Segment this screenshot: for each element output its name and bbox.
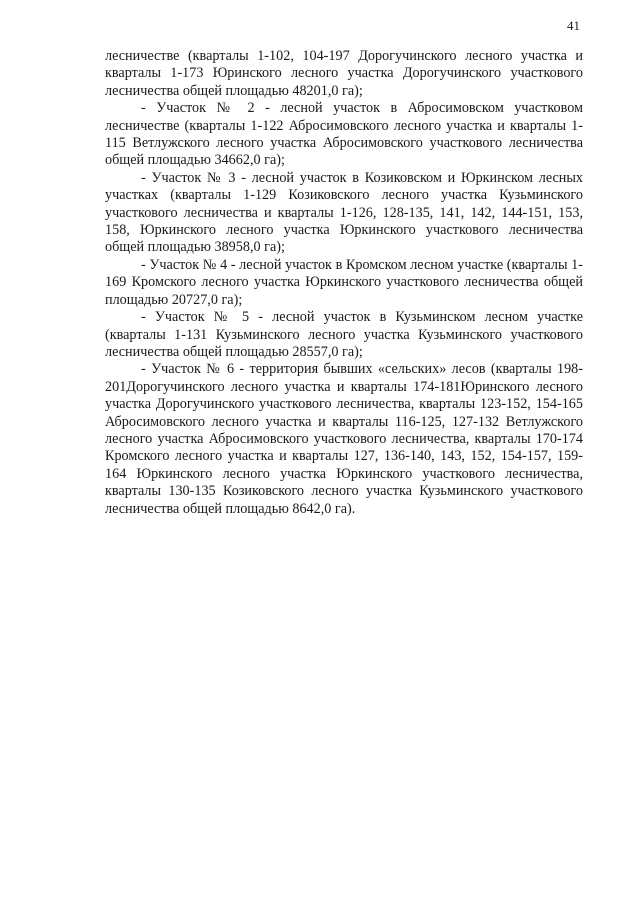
paragraph-plot-2: - Участок № 2 - лесной участок в Абросимовском участковом лесничестве (кварталы 1-122 Абросимовского лесного участка и кварталы 1-115 Ветлужского лесного участка Абросимовского участкового лесничества общей площадью 34662,0 га); xyxy=(105,100,583,169)
document-body xyxy=(105,48,583,518)
page-number: 41 xyxy=(567,18,580,33)
paragraph-plot-5: - Участок № 5 - лесной участок в Кузьминском лесном участке (кварталы 1-131 Кузьминского лесного участка Кузьминского участкового лесничества общей площадью 28557,0 га); xyxy=(105,309,583,360)
paragraph-plot-3: - Участок № 3 - лесной участок в Козиковском и Юркинском лесных участках (кварталы 1-129 Козиковского лесного участка Кузьминского участкового лесничества и кварталы 1-126, 128-135, 141, 142, 144-151, 153, 158, Юркинского лесного участка Юркинского участкового лесничества общей площадью 38958,0 га); xyxy=(105,169,583,256)
paragraph-continuation: лесничестве (кварталы 1-102, 104-197 Дорогучинского лесного участка и кварталы 1-173 Юринского лесного участка Дорогучинского участкового лесничества общей площадью 48201,0 га); xyxy=(105,48,583,99)
paragraph-plot-6: - Участок № 6 - территория бывших «сельских» лесов (кварталы 198-201Дорогучинского лесного участка и кварталы 174-181Юринского лесного участка Дорогучинского участкового лесничества, кварталы 123-152, 154-165 Абросимовского лесного участка и кварталы 116-125, 127-132 Ветлужского лесного участка Абросимовского участкового лесничества, кварталы 170-174 Кромского лесного участка и кварталы 127, 136-140, 143, 152, 154-157, 159-164 Юркинского лесного участка Юркинского участкового лесничества, кварталы 130-135 Козиковского лесного участка Кузьминского участкового лесничества общей площадью 8642,0 га). xyxy=(105,361,583,517)
paragraph-plot-4: - Участок № 4 - лесной участок в Кромском лесном участке (кварталы 1-169 Кромского лесного участка Юркинского участкового лесничества общей площадью 20727,0 га); xyxy=(105,256,583,308)
